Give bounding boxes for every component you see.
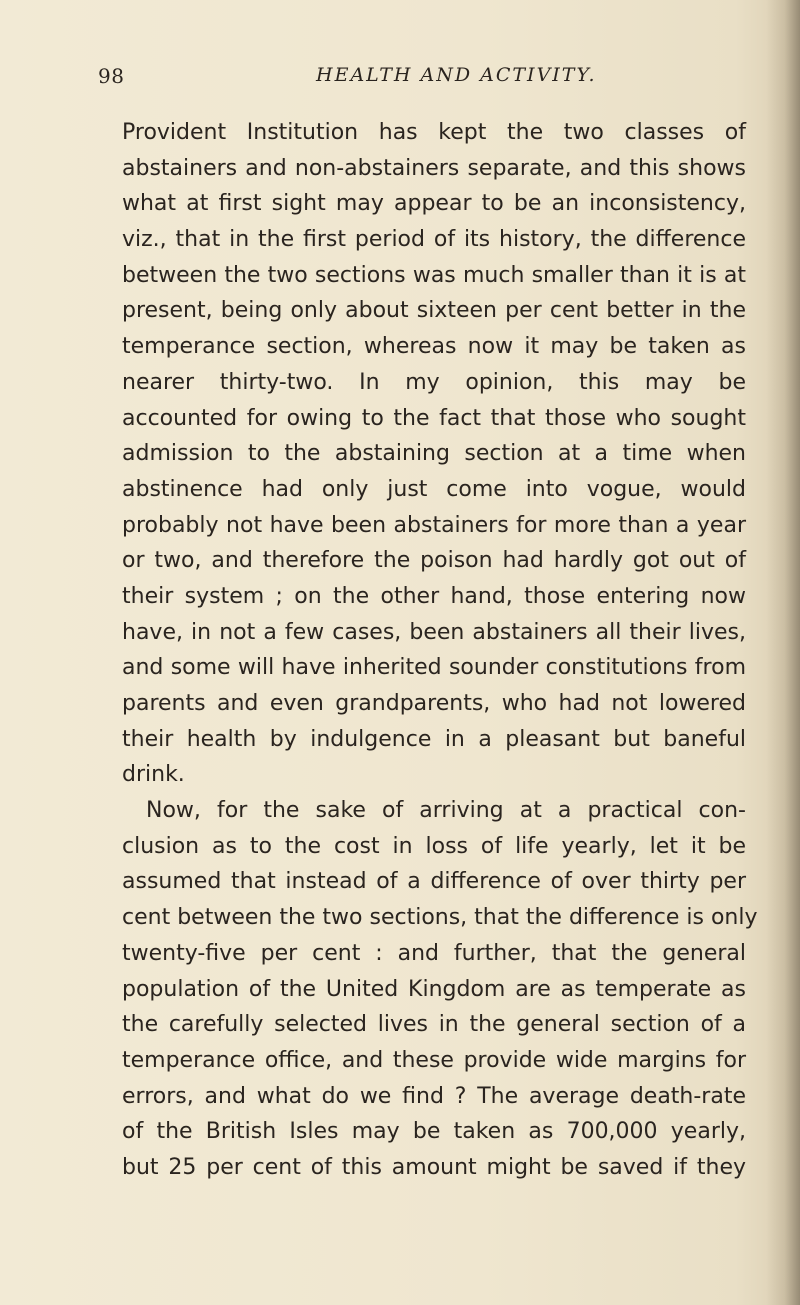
text-line: viz., that in the first period of its history, the difference [122,227,746,253]
text-line: what at first sight may appear to be an inconsistency, [122,191,746,217]
text-line: abstainers and non-abstainers separate, and this shows [122,155,746,181]
body-text [122,115,758,1186]
text-line: nearer thirty-two. In my opinion, this may be [122,369,746,395]
text-line: cent between the two sections, that the difference is only [122,905,758,931]
running-title: HEALTH AND ACTIVITY. [316,64,597,86]
text-line: admission to the abstaining section at a time when [122,441,746,467]
text-line: clusion as to the cost in loss of life yearly, let it be [122,833,746,859]
text-line: population of the United Kingdom are as temperate as [122,976,746,1002]
text-line: their system ; on the other hand, those entering now [122,583,746,609]
text-line: and some will have inherited sounder constitutions from [122,655,746,681]
text-line: temperance section, whereas now it may be taken as [122,334,746,360]
page-edge-shadow [766,0,800,1305]
text-line: errors, and what do we find ? The average death-rate [122,1083,746,1109]
text-line: have, in not a few cases, been abstainers all their lives, [122,619,746,645]
text-line: of the British Isles may be taken as 700,000 yearly, [122,1119,746,1145]
text-line: assumed that instead of a difference of over thirty per [122,869,746,895]
text-line: but 25 per cent of this amount might be saved if they [122,1154,746,1180]
page-number: 98 [98,64,125,88]
text-line: between the two sections was much smaller than it is at [122,262,746,288]
text-line: temperance office, and these provide wide margins for [122,1047,746,1073]
text-line: probably not have been abstainers for more than a year [122,512,746,538]
text-line: twenty-five per cent : and further, that the general [122,940,746,966]
running-head [98,64,750,98]
text-line: parents and even grandparents, who had not lowered [122,691,746,716]
text-line: Now, for the sake of arriving at a practical con- [146,798,746,824]
text-line: present, being only about sixteen per cent better in the [122,298,746,324]
text-line: the carefully selected lives in the general section of a [122,1012,746,1038]
text-line: their health by indulgence in a pleasant but baneful [122,726,746,752]
text-line: drink. [122,762,185,788]
text-line: abstinence had only just come into vogue, would [122,476,746,502]
text-line: accounted for owing to the fact that those who sought [122,405,746,431]
text-line: Provident Institution has kept the two classes of [122,120,746,145]
text-line: or two, and therefore the poison had hardly got out of [122,548,746,574]
